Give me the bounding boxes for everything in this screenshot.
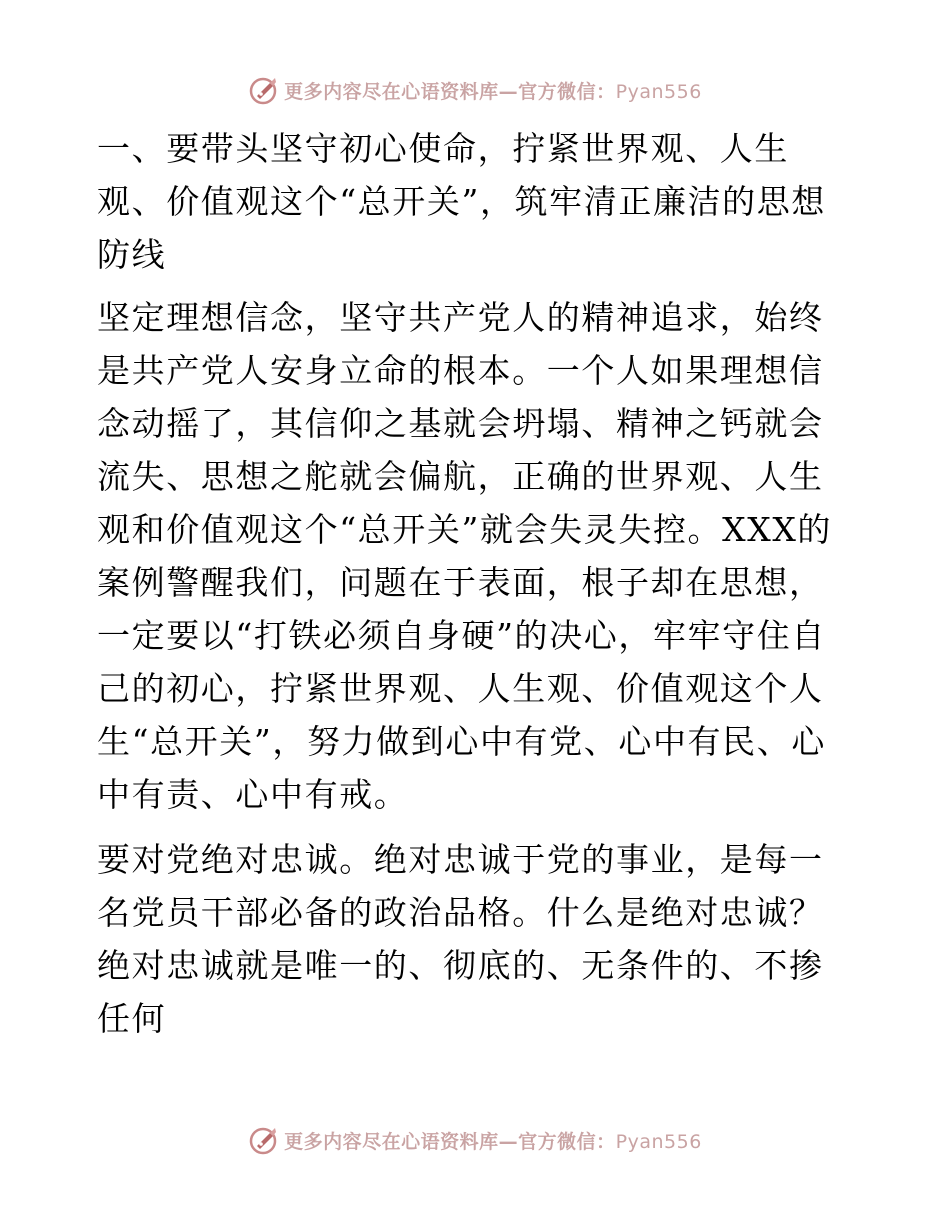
pen-nib-circle-icon [248,1124,280,1156]
section-heading: 一、要带头坚守初心使命，拧紧世界观、人生观、价值观这个“总开关”，筑牢清正廉洁的思想防线 [97,129,826,274]
watermark-header [0,70,950,110]
watermark-text: 更多内容尽在心语资料库—官方微信：Pyan556 [284,1130,702,1153]
watermark-footer [0,1120,950,1160]
watermark-wechat-id: Pyan556 [615,80,702,103]
watermark-text: 更多内容尽在心语资料库—官方微信：Pyan556 [284,80,702,103]
pen-nib-circle-icon [248,74,280,106]
watermark-wechat-id: Pyan556 [615,1130,702,1153]
paragraph: 要对党绝对忠诚。绝对忠诚于党的事业，是每一名党员干部必备的政治品格。什么是绝对忠诚？绝对忠诚就是唯一的、彻底的、无条件的、不掺任何 [97,840,824,1038]
document-body [97,122,852,1057]
paragraph: 坚定理想信念，坚守共产党人的精神追求，始终是共产党人安身立命的根本。一个人如果理想信念动摇了，其信仰之基就会坍塌、精神之钙就会流失、思想之舵就会偏航，正确的世界观、人生观和价值观这个“总开关”就会失灵失控。XXX的案例警醒我们，问题在于表面，根子却在思想，一定要以“打铁必须自身硬”的决心，牢牢守住自己的初心，拧紧世界观、人生观、价值观这个人生“总开关”，努力做到心中有党、心中有民、心中有责、心中有戒。 [97,298,833,814]
